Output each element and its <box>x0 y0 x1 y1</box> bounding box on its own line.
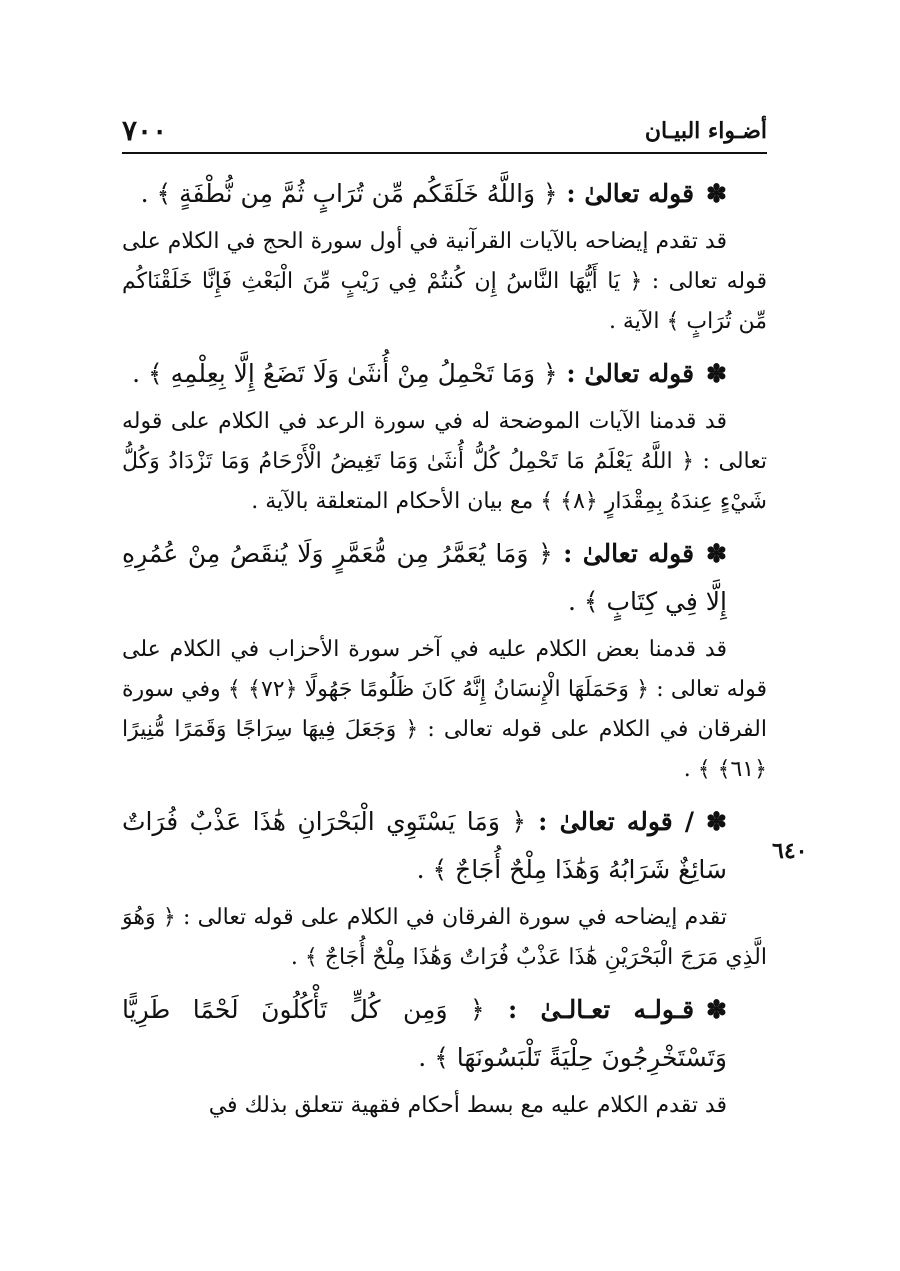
page-content <box>122 170 767 1134</box>
quran-verse: ﴿ وَمِن كُلٍّ تَأْكُلُونَ لَحْمًا طَرِيًّا وَتَسْتَخْرِجُونَ حِلْيَةً تَلْبَسُونَهَا ﴾ . <box>122 995 727 1072</box>
asterisk-icon: ✽ <box>706 807 727 836</box>
quran-verse: ﴿ وَمَا يُعَمَّرُ مِن مُّعَمَّرٍ وَلَا يُنقَصُ مِنْ عُمُرِهِ إِلَّا فِي كِتَابٍ ﴾ . <box>122 539 727 616</box>
heading-label: قوله تعالىٰ : <box>566 179 695 208</box>
section-body: قد قدمنا بعض الكلام عليه في آخر سورة الأحزاب في الكلام على قوله تعالى : ﴿ وَحَمَلَهَا الْإِنسَانُ إِنَّهُ كَانَ ظَلُومًا جَهُولًا ﴿٧٢﴾ ﴾ وفي سورة الفرقان في الكلام على قوله تعالى : ﴿ وَجَعَلَ فِيهَا سِرَاجًا وَقَمَرًا مُّنِيرًا ﴿٦١﴾ ﴾ . <box>122 637 768 782</box>
section-1 <box>122 170 767 342</box>
section-3 <box>122 530 767 790</box>
section-body: قد قدمنا الآيات الموضحة له في سورة الرعد في الكلام على قوله تعالى : ﴿ اللَّهُ يَعْلَمُ مَا تَحْمِلُ كُلُّ أُنثَىٰ وَمَا تَغِيضُ الْأَرْحَامُ وَمَا تَزْدَادُ وَكُلُّ شَيْءٍ عِندَهُ بِمِقْدَارٍ ﴿٨﴾ ﴾ مع بيان الأحكام المتعلقة بالآية . <box>122 409 767 514</box>
heading-label: قوله تعالىٰ : <box>563 539 695 568</box>
quran-verse: ﴿ وَمَا تَحْمِلُ مِنْ أُنثَىٰ وَلَا تَضَعُ إِلَّا بِعِلْمِهِ ﴾ . <box>132 359 558 388</box>
heading-label: قـولـه تعـالـىٰ : <box>507 995 695 1024</box>
asterisk-icon: ✽ <box>706 539 727 568</box>
page-header <box>122 112 767 154</box>
asterisk-icon: ✽ <box>706 179 727 208</box>
heading-label: / قوله تعالىٰ : <box>538 807 695 836</box>
quran-verse: ﴿ وَمَا يَسْتَوِي الْبَحْرَانِ هَٰذَا عَذْبٌ فُرَاتٌ سَائِغٌ شَرَابُهُ وَهَٰذَا مِلْحٌ أُجَاجٌ ﴾ . <box>122 807 727 884</box>
heading-label: قوله تعالىٰ : <box>566 359 695 388</box>
section-heading <box>122 986 767 1082</box>
section-heading <box>122 530 767 626</box>
section-4 <box>122 798 767 978</box>
asterisk-icon: ✽ <box>706 359 727 388</box>
asterisk-icon: ✽ <box>706 995 727 1024</box>
section-heading <box>122 350 767 398</box>
page-number: ٧٠٠ <box>122 114 168 147</box>
section-2 <box>122 350 767 522</box>
section-body: تقدم إيضاحه في سورة الفرقان في الكلام على قوله تعالى : ﴿ وَهُوَ الَّذِي مَرَجَ الْبَحْرَيْنِ هَٰذَا عَذْبٌ فُرَاتٌ وَهَٰذَا مِلْحٌ أُجَاجٌ ﴾ . <box>122 905 767 970</box>
section-heading <box>122 170 767 218</box>
section-5 <box>122 986 767 1126</box>
section-body: قد تقدم إيضاحه بالآيات القرآنية في أول سورة الحج في الكلام على قوله تعالى : ﴿ يَا أَيُّهَا النَّاسُ إِن كُنتُمْ فِي رَيْبٍ مِّنَ الْبَعْثِ فَإِنَّا خَلَقْنَاكُم مِّن تُرَابٍ ﴾ الآية . <box>122 229 767 334</box>
section-heading <box>122 798 767 894</box>
margin-page-reference: ٦٤٠ <box>772 838 808 864</box>
quran-verse: ﴿ وَاللَّهُ خَلَقَكُم مِّن تُرَابٍ ثُمَّ مِن نُّطْفَةٍ ﴾ . <box>140 179 558 208</box>
section-body: قد تقدم الكلام عليه مع بسط أحكام فقهية تتعلق بذلك في <box>208 1093 727 1118</box>
book-title: أضـواء البيـان <box>644 118 767 144</box>
